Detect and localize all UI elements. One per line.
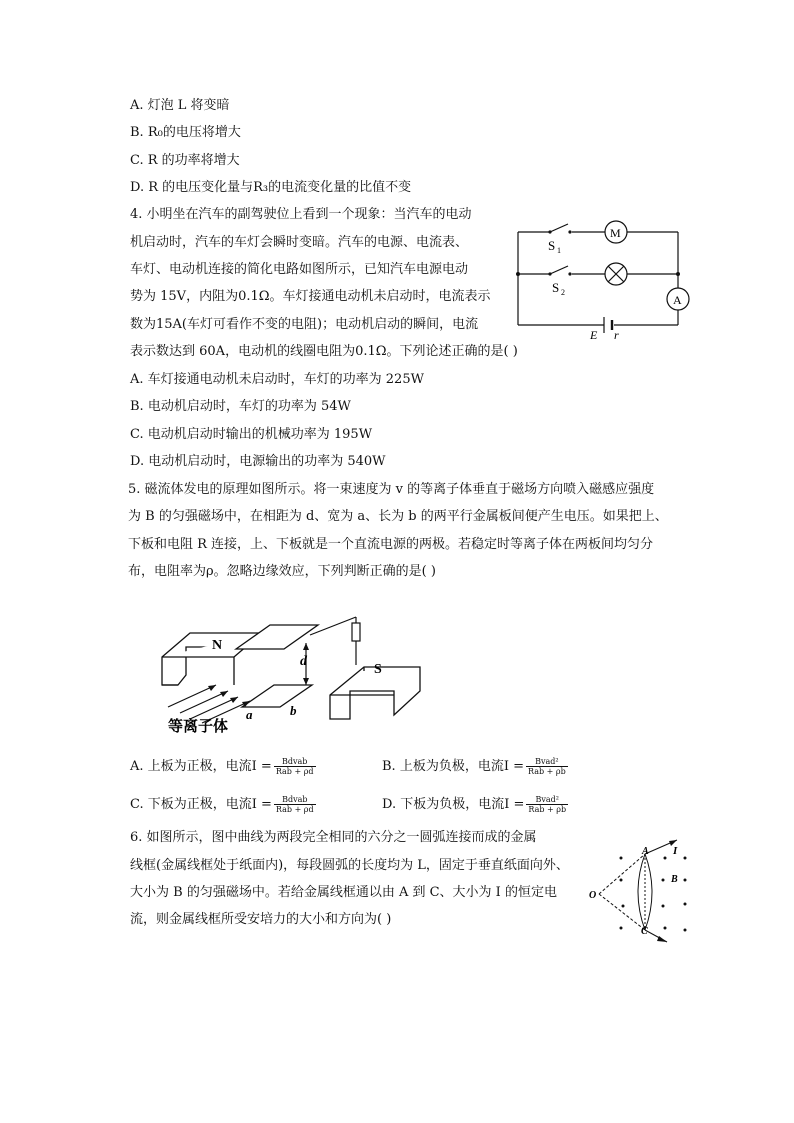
q5-option-d: D. 下板为负极，电流I = $\frac{\text{Bvad²}}{\text{Rab + ρb}}$ [382,795,567,814]
internal-resistance-label: r [614,328,619,342]
q4-line-1: 4. 小明坐在汽车的副驾驶位上看到一个现象：当汽车的电动 [130,207,472,222]
q4-option-d: D. 电动机启动时，电源输出的功率为 540W [130,454,386,469]
point-c-label: C [641,926,648,937]
switch-s2-subscript: 2 [561,288,565,297]
q3-option-d: D. R 的电压变化量与R₃的电流变化量的比值不变 [130,180,412,195]
field-b-label: B [671,874,678,885]
q6-line-3: 大小为 B 的匀强磁场中。若给金属线框通以由 A 到 C、大小为 I 的恒定电 [130,885,557,900]
q5-option-c-denominator: Rab + ρd [275,805,314,814]
q5-line-3: 下板和电阻 R 连接，上、下板就是一个直流电源的两极。若稳定时等离子体在两板间均匀分 [128,537,654,552]
q5-line-4: 布，电阻率为ρ。忽略边缘效应，下列判断正确的是( ) [128,564,436,579]
q4-option-c: C. 电动机启动时输出的机械功率为 195W [130,427,373,442]
magnet-n-label: N [212,638,223,653]
switch-s2-label: S [552,280,560,295]
q4-option-b: B. 电动机启动时，车灯的功率为 54W [130,399,351,414]
q5-line-1: 5. 磁流体发电的原理如图所示。将一束速度为 v 的等离子体垂直于磁场方向喷入磁感应强度 [128,482,655,497]
q5-option-b-denominator: Rab + ρb [527,767,566,776]
switch-s1-subscript: 1 [557,246,561,255]
q6-line-1: 6. 如图所示，图中曲线为两段完全相同的六分之一圆弧连接而成的金属 [130,830,537,845]
q5-option-d-denominator: Rab + ρb [528,805,567,814]
plasma-label: 等离子体 [168,717,229,735]
q4-line-4: 势为 15V，内阻为0.1Ω。车灯接通电动机未启动时，电流表示 [130,289,491,304]
current-i-label: I [673,845,678,857]
q6-line-2: 线框(金属线框处于纸面内)，每段圆弧的长度均为 L，固定于垂直纸面向外、 [130,858,569,873]
q4-line-3: 车灯、电动机连接的简化电路如图所示，已知汽车电源电动 [130,262,469,277]
switch-s1-label: S [548,238,556,253]
q6-line-4: 流，则金属线框所受安培力的大小和方向为( ) [130,912,392,927]
plate-length-b-label: b [290,703,297,718]
q3-option-a: A. 灯泡 L 将变暗 [130,98,230,113]
q5-option-b-numerator: Bvad² [526,757,568,767]
q5-option-c-numerator: Bdvab [274,795,316,805]
motor-label: M [610,226,621,240]
q5-option-a-numerator: Bdvab [274,757,316,767]
q5-option-c: C. 下板为正极，电流I = $\frac{\text{Bdvab}}{\text{Rab + ρd}}$ [130,795,314,814]
q6-wire-frame-diagram [585,838,700,943]
point-a-label: A [642,846,649,857]
q3-option-b: B. R₀的电压将增大 [130,125,241,140]
plate-gap-d-label: d [300,654,307,669]
q5-option-b: B. 上板为负极，电流I = $\frac{\text{Bvad²}}{\text{Rab + ρb}}$ [382,757,566,776]
magnet-s-label: S [374,662,382,677]
emf-label: E [590,328,598,342]
q4-line-5: 数为15A(车灯可看作不变的电阻)；电动机启动的瞬间，电流 [130,317,479,332]
plate-width-a-label: a [246,707,253,722]
point-o-label: O [589,890,597,901]
q4-line-6: 表示数达到 60A，电动机的线圈电阻为0.1Ω。下列论述正确的是( ) [130,344,518,359]
q4-circuit-diagram [510,212,700,347]
q4-option-a: A. 车灯接通电动机未启动时，车灯的功率为 225W [130,372,424,387]
q5-mhd-generator-diagram [150,605,450,735]
q5-option-a-denominator: Rab + ρd [275,767,314,776]
q5-option-d-numerator: Bvad² [526,795,568,805]
ammeter-label: A [673,293,682,307]
q3-option-c: C. R 的功率将增大 [130,153,240,168]
q4-line-2: 机启动时，汽车的车灯会瞬时变暗。汽车的电源、电流表、 [130,235,469,250]
q5-option-a: A. 上板为正极，电流I = $\frac{\text{Bdvab}}{\text{Rab + ρd}}$ [130,757,314,776]
q5-line-2: 为 B 的匀强磁场中，在相距为 d、宽为 a、长为 b 的两平行金属板间便产生电压。如果把上、 [128,509,668,524]
